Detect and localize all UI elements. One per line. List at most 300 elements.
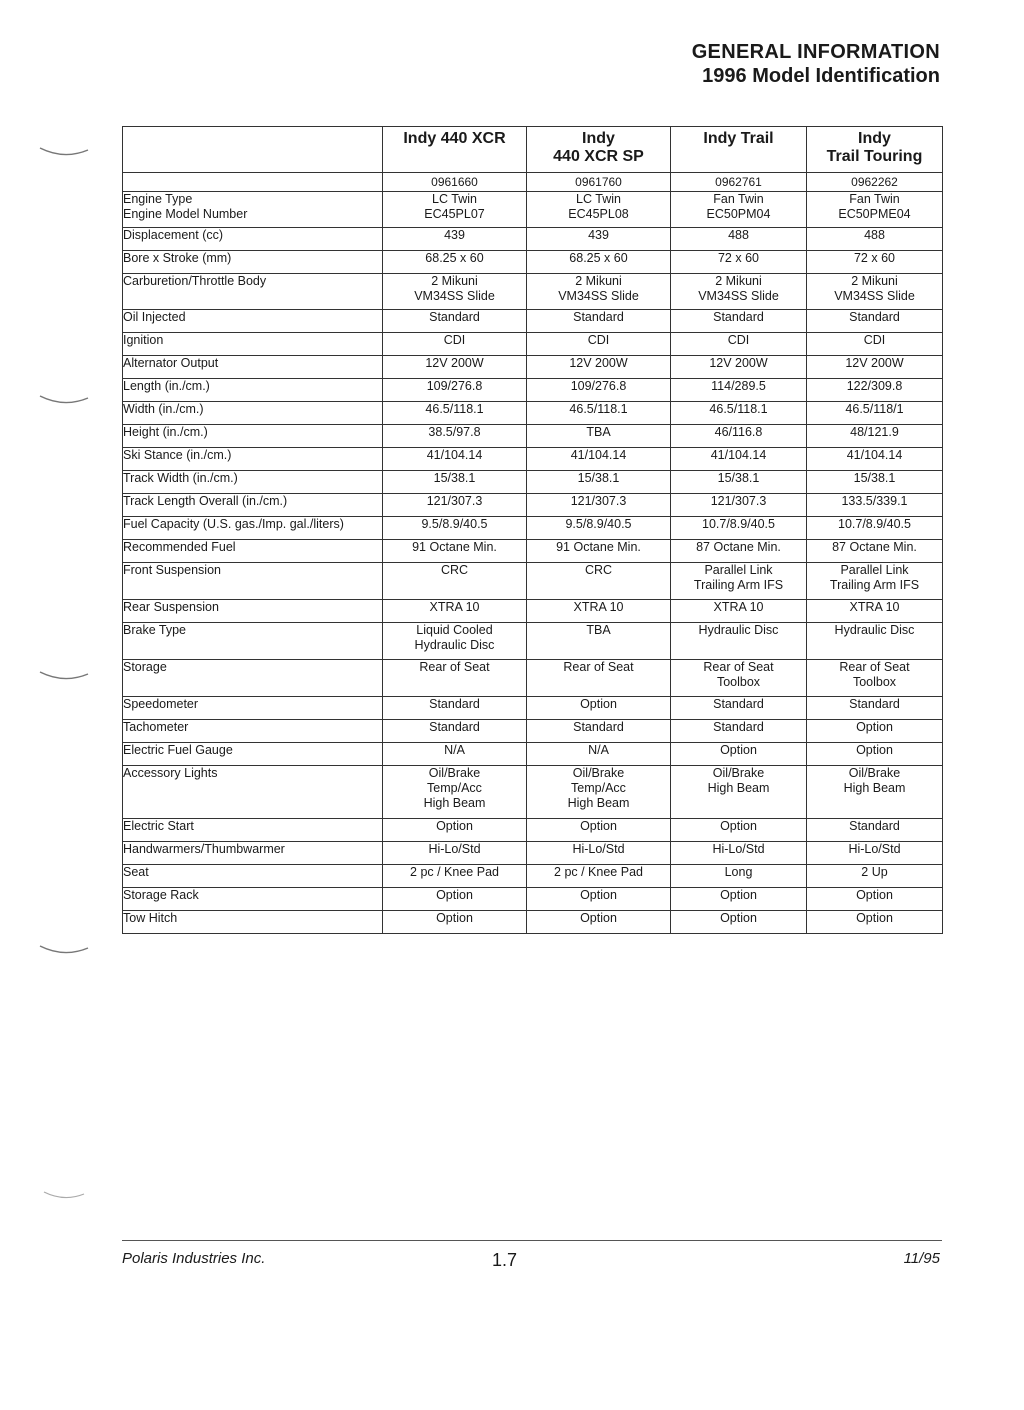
spec-value: Fan Twin (849, 192, 900, 206)
spec-label: Height (in./cm.) (123, 425, 208, 439)
spec-row (123, 540, 943, 563)
model-spec-table (122, 126, 943, 934)
spec-value: 46/116.8 (714, 425, 763, 439)
spec-value-cell (807, 333, 943, 356)
spec-value: VM34SS Slide (558, 289, 639, 303)
spec-label-cell (123, 333, 383, 356)
spec-label: Alternator Output (123, 356, 219, 370)
spec-value: Standard (849, 697, 900, 711)
spec-value-cell (383, 471, 527, 494)
spec-value-cell (671, 310, 807, 333)
spec-value-cell (527, 448, 671, 471)
spec-label-cell (123, 623, 383, 660)
spec-label-cell (123, 911, 383, 934)
spec-value: Option (856, 743, 893, 757)
spec-value: 72 x 60 (853, 251, 895, 265)
spec-value-cell (807, 192, 943, 228)
part-number: 0961760 (527, 173, 671, 192)
spec-row (123, 251, 943, 274)
spec-value: Option (856, 911, 893, 925)
spec-value-cell (527, 766, 671, 819)
spec-value-cell (383, 402, 527, 425)
spec-value: 133.5/339.1 (841, 494, 908, 508)
spec-value: Rear of Seat (839, 660, 910, 674)
spec-value: 488 (864, 228, 885, 242)
spec-value-cell (807, 600, 943, 623)
spec-value: Option (856, 720, 893, 734)
spec-label: Width (in./cm.) (123, 402, 204, 416)
spec-value: Standard (713, 697, 764, 711)
spec-label-cell (123, 356, 383, 379)
spec-label: Bore x Stroke (mm) (123, 251, 232, 265)
spec-value: 12V 200W (569, 356, 628, 370)
spec-label-cell (123, 888, 383, 911)
spec-row (123, 448, 943, 471)
spec-value-cell (807, 310, 943, 333)
spec-row (123, 766, 943, 819)
spec-value-cell (383, 379, 527, 402)
footer-company: Polaris Industries Inc. (122, 1250, 266, 1267)
spec-value: Oil/Brake (572, 766, 625, 780)
spec-value-cell (527, 333, 671, 356)
model-name: Indy 440 XCR (403, 130, 506, 147)
spec-value: Toolbox (852, 675, 897, 689)
model-name-cell (807, 127, 943, 173)
spec-label-cell (123, 563, 383, 600)
spec-value-cell (383, 425, 527, 448)
spec-value-cell (383, 743, 527, 766)
spec-row (123, 623, 943, 660)
spec-label: Track Width (in./cm.) (123, 471, 238, 485)
spec-label-cell (123, 819, 383, 842)
model-name-cell (527, 127, 671, 173)
footer-rule (122, 1240, 942, 1241)
spec-value: 439 (444, 228, 465, 242)
spec-label: Track Length Overall (in./cm.) (123, 494, 288, 508)
spec-value-cell (671, 192, 807, 228)
spec-label-cell (123, 720, 383, 743)
spec-value-cell (383, 842, 527, 865)
spec-value: TBA (586, 623, 611, 637)
spec-value-cell (527, 379, 671, 402)
spec-value-cell (671, 356, 807, 379)
spec-value: 2 pc / Knee Pad (554, 865, 643, 879)
spec-value: Option (436, 888, 473, 902)
spec-row (123, 228, 943, 251)
spec-value-cell (383, 333, 527, 356)
spec-value-cell (807, 720, 943, 743)
spec-value-cell (383, 192, 527, 228)
spec-value: Oil/Brake (712, 766, 765, 780)
spec-label-cell (123, 425, 383, 448)
spec-value: Option (436, 819, 473, 833)
spec-value: 48/121.9 (850, 425, 899, 439)
spec-value: 46.5/118/1 (845, 402, 904, 416)
spec-row (123, 842, 943, 865)
spec-value: Trailing Arm IFS (693, 578, 784, 592)
spec-value: 41/104.14 (426, 448, 483, 462)
part-number: 0962761 (671, 173, 807, 192)
spec-row (123, 517, 943, 540)
spec-value: 2 Mikuni (431, 274, 478, 288)
spec-value: Standard (713, 720, 764, 734)
spec-value-cell (383, 865, 527, 888)
spec-label-cell (123, 251, 383, 274)
spec-label: Oil Injected (123, 310, 186, 324)
spec-value-cell (527, 402, 671, 425)
spec-label: Recommended Fuel (123, 540, 236, 554)
spec-value-cell (527, 660, 671, 697)
spec-label: Storage Rack (123, 888, 199, 902)
spec-value-cell (807, 697, 943, 720)
spec-value-cell (383, 697, 527, 720)
spec-value: 15/38.1 (717, 471, 760, 485)
spec-value-cell (527, 425, 671, 448)
spec-value: Rear of Seat (563, 660, 634, 674)
spec-value-cell (527, 842, 671, 865)
spec-row (123, 333, 943, 356)
spec-label: Ski Stance (in./cm.) (123, 448, 232, 462)
spec-value: 87 Octane Min. (832, 540, 917, 554)
spec-value-cell (671, 766, 807, 819)
spec-value: 122/309.8 (846, 379, 903, 393)
spec-value: Hi-Lo/Std (848, 842, 901, 856)
binder-hole-mark (38, 944, 90, 958)
spec-value-cell (383, 356, 527, 379)
spec-value: 41/104.14 (570, 448, 627, 462)
spec-label: Seat (123, 865, 149, 879)
spec-value-cell (527, 228, 671, 251)
spec-value-cell (671, 251, 807, 274)
spec-value-cell (807, 842, 943, 865)
spec-value: 109/276.8 (570, 379, 627, 393)
spec-value: 2 Mikuni (851, 274, 898, 288)
spec-value: Option (720, 819, 757, 833)
spec-value: TBA (586, 425, 611, 439)
spec-label-cell (123, 379, 383, 402)
spec-value: LC Twin (576, 192, 621, 206)
spec-value: 12V 200W (845, 356, 904, 370)
spec-label: Ignition (123, 333, 164, 347)
spec-label: Front Suspension (123, 563, 221, 577)
spec-value-cell (671, 540, 807, 563)
spec-value: High Beam (843, 781, 906, 795)
spec-value-cell (671, 888, 807, 911)
spec-value-cell (807, 819, 943, 842)
spec-row (123, 274, 943, 310)
spec-row (123, 600, 943, 623)
binder-hole-mark (38, 394, 90, 408)
spec-value-cell (383, 720, 527, 743)
spec-value: Rear of Seat (703, 660, 774, 674)
spec-value-cell (671, 660, 807, 697)
spec-label-cell (123, 310, 383, 333)
spec-value-cell (383, 766, 527, 819)
spec-value: Long (724, 865, 753, 879)
spec-value: Standard (849, 819, 900, 833)
spec-value-cell (807, 425, 943, 448)
spec-value-cell (807, 660, 943, 697)
spec-value-cell (383, 819, 527, 842)
spec-value-cell (527, 720, 671, 743)
spec-value-cell (527, 600, 671, 623)
spec-value: Option (720, 911, 757, 925)
spec-value-cell (383, 660, 527, 697)
spec-row (123, 356, 943, 379)
spec-value-cell (527, 310, 671, 333)
spec-value: Hi-Lo/Std (712, 842, 765, 856)
spec-value-cell (807, 251, 943, 274)
spec-value-cell (527, 517, 671, 540)
spec-label-cell (123, 494, 383, 517)
spec-value-cell (807, 865, 943, 888)
section-subtitle: 1996 Model Identification (702, 65, 940, 87)
spec-value: 15/38.1 (433, 471, 476, 485)
spec-row (123, 402, 943, 425)
binder-hole-mark (38, 1188, 90, 1202)
spec-value-cell (527, 911, 671, 934)
spec-value: 72 x 60 (717, 251, 759, 265)
spec-value: CRC (440, 563, 469, 577)
spec-value-cell (527, 697, 671, 720)
spec-value-cell (671, 697, 807, 720)
spec-value: 91 Octane Min. (556, 540, 641, 554)
model-name: Indy Trail (703, 130, 774, 147)
spec-label-cell (123, 192, 383, 228)
spec-label: Length (in./cm.) (123, 379, 210, 393)
spec-value-cell (671, 494, 807, 517)
spec-label: Engine Type (123, 192, 193, 206)
footer-page-number: 1.7 (492, 1250, 518, 1270)
spec-label: Carburetion/Throttle Body (123, 274, 267, 288)
spec-value: Option (580, 911, 617, 925)
spec-value-cell (671, 425, 807, 448)
spec-value: EC45PL07 (424, 207, 485, 221)
spec-value: High Beam (567, 796, 630, 810)
spec-value-cell (383, 274, 527, 310)
spec-value-cell (527, 623, 671, 660)
header-blank-cell (123, 127, 383, 173)
spec-value: 87 Octane Min. (696, 540, 781, 554)
spec-value: 91 Octane Min. (412, 540, 497, 554)
spec-label: Handwarmers/Thumbwarmer (123, 842, 285, 856)
spec-value-cell (383, 251, 527, 274)
spec-value-cell (671, 402, 807, 425)
spec-value: XTRA 10 (573, 600, 624, 614)
spec-label-cell (123, 402, 383, 425)
spec-value: 121/307.3 (710, 494, 767, 508)
spec-value-cell (807, 228, 943, 251)
spec-row (123, 660, 943, 697)
spec-value: 15/38.1 (577, 471, 620, 485)
spec-value-cell (383, 623, 527, 660)
spec-value: Hydraulic Disc (834, 623, 915, 637)
spec-value: CRC (584, 563, 613, 577)
part-number-row (123, 173, 943, 192)
spec-label-cell (123, 448, 383, 471)
binder-hole-mark (38, 146, 90, 160)
spec-value: Rear of Seat (419, 660, 490, 674)
spec-value: CDI (587, 333, 610, 347)
spec-value-cell (671, 743, 807, 766)
spec-value: Option (580, 819, 617, 833)
spec-label-cell (123, 600, 383, 623)
spec-label-cell (123, 842, 383, 865)
spec-value-cell (671, 865, 807, 888)
spec-row (123, 425, 943, 448)
spec-value: EC50PM04 (706, 207, 771, 221)
spec-value-cell (671, 600, 807, 623)
spec-label: Tow Hitch (123, 911, 178, 925)
model-name: Indy (858, 130, 891, 147)
spec-value: CDI (863, 333, 886, 347)
spec-row (123, 471, 943, 494)
spec-value: High Beam (423, 796, 486, 810)
spec-value: N/A (444, 743, 465, 757)
spec-row (123, 865, 943, 888)
spec-value: 12V 200W (425, 356, 484, 370)
spec-value: XTRA 10 (429, 600, 480, 614)
spec-label: Electric Start (123, 819, 194, 833)
spec-row (123, 819, 943, 842)
spec-row (123, 494, 943, 517)
spec-value-cell (527, 540, 671, 563)
spec-value: Option (436, 911, 473, 925)
spec-value-cell (383, 540, 527, 563)
spec-value-cell (671, 333, 807, 356)
page-header (692, 40, 940, 88)
spec-value-cell (807, 356, 943, 379)
spec-label: Displacement (cc) (123, 228, 224, 242)
spec-value: Temp/Acc (427, 781, 482, 795)
spec-value-cell (671, 623, 807, 660)
spec-value: VM34SS Slide (698, 289, 779, 303)
spec-value-cell (807, 766, 943, 819)
spec-row (123, 310, 943, 333)
spec-value-cell (671, 448, 807, 471)
spec-value: Trailing Arm IFS (829, 578, 920, 592)
spec-value-cell (383, 911, 527, 934)
spec-value-cell (671, 379, 807, 402)
spec-value-cell (527, 356, 671, 379)
spec-value-cell (527, 251, 671, 274)
spec-value: XTRA 10 (849, 600, 900, 614)
spec-value: 9.5/8.9/40.5 (565, 517, 632, 531)
spec-value-cell (807, 563, 943, 600)
spec-value-cell (807, 517, 943, 540)
model-name: 440 XCR SP (553, 148, 644, 165)
spec-row (123, 911, 943, 934)
spec-value-cell (527, 819, 671, 842)
spec-value-cell (671, 563, 807, 600)
spec-row (123, 697, 943, 720)
spec-value: 2 Up (861, 865, 888, 879)
spec-value: EC50PME04 (838, 207, 911, 221)
spec-value: EC45PL08 (568, 207, 629, 221)
spec-label-cell (123, 660, 383, 697)
spec-value-cell (383, 228, 527, 251)
spec-value: Hydraulic Disc (698, 623, 779, 637)
footer-date: 11/95 (903, 1250, 940, 1267)
spec-value: 41/104.14 (846, 448, 903, 462)
spec-value: VM34SS Slide (834, 289, 915, 303)
spec-value-cell (807, 471, 943, 494)
spec-value-cell (807, 623, 943, 660)
spec-value: 15/38.1 (853, 471, 896, 485)
spec-value-cell (807, 402, 943, 425)
spec-label: Engine Model Number (123, 207, 248, 221)
spec-value: 121/307.3 (426, 494, 483, 508)
spec-value-cell (527, 192, 671, 228)
spec-value: 2 Mikuni (715, 274, 762, 288)
spec-value: Standard (849, 310, 900, 324)
spec-label-cell (123, 766, 383, 819)
spec-value-cell (527, 888, 671, 911)
spec-value: Standard (573, 720, 624, 734)
spec-value: 9.5/8.9/40.5 (421, 517, 488, 531)
spec-label: Electric Fuel Gauge (123, 743, 233, 757)
spec-value: Hi-Lo/Std (572, 842, 625, 856)
spec-value-cell (527, 865, 671, 888)
spec-value: Option (580, 697, 617, 711)
spec-value: 46.5/118.1 (425, 402, 484, 416)
model-header-row (123, 127, 943, 173)
spec-value: Standard (429, 697, 480, 711)
spec-value: 121/307.3 (570, 494, 627, 508)
section-title: GENERAL INFORMATION (691, 41, 940, 63)
spec-label-cell (123, 865, 383, 888)
model-name-cell (671, 127, 807, 173)
spec-value: Option (720, 743, 757, 757)
spec-value: Option (856, 888, 893, 902)
spec-value-cell (671, 819, 807, 842)
spec-value: 38.5/97.8 (428, 425, 481, 439)
spec-value-cell (671, 720, 807, 743)
model-name-cell (383, 127, 527, 173)
spec-value: 12V 200W (709, 356, 768, 370)
spec-value-cell (807, 448, 943, 471)
spec-value-cell (527, 563, 671, 600)
spec-label: Tachometer (123, 720, 189, 734)
spec-value: Option (580, 888, 617, 902)
spec-label: Rear Suspension (123, 600, 219, 614)
spec-value: Standard (429, 310, 480, 324)
spec-value: 68.25 x 60 (425, 251, 484, 265)
spec-value: Parallel Link (704, 563, 773, 577)
spec-value-cell (527, 274, 671, 310)
spec-value-cell (671, 842, 807, 865)
spec-value: CDI (443, 333, 466, 347)
label-cell (123, 173, 383, 192)
spec-value-cell (383, 888, 527, 911)
spec-value: LC Twin (432, 192, 477, 206)
spec-label-cell (123, 228, 383, 251)
spec-value: VM34SS Slide (414, 289, 495, 303)
spec-label: Speedometer (123, 697, 199, 711)
spec-value-cell (807, 743, 943, 766)
part-number: 0961660 (383, 173, 527, 192)
spec-row (123, 720, 943, 743)
spec-value: Standard (429, 720, 480, 734)
spec-value: High Beam (707, 781, 770, 795)
spec-value: 488 (728, 228, 749, 242)
model-name: Trail Touring (826, 148, 923, 165)
spec-value: 10.7/8.9/40.5 (702, 517, 775, 531)
spec-value: Toolbox (716, 675, 761, 689)
spec-label: Storage (123, 660, 167, 674)
spec-row (123, 192, 943, 228)
spec-value-cell (527, 471, 671, 494)
